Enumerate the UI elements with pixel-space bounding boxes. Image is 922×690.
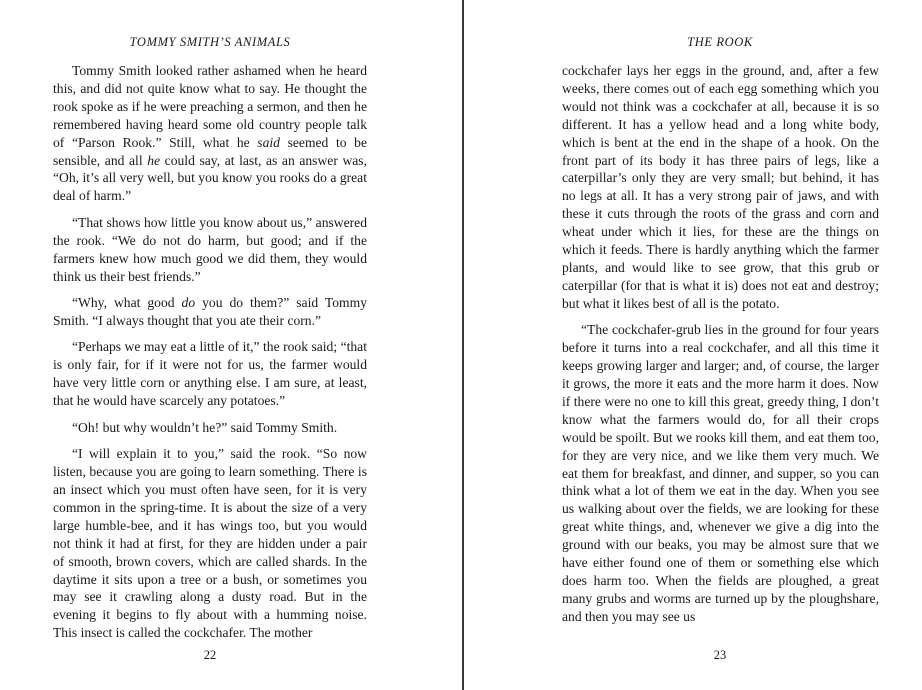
paragraph: “Why, what good do you do them?” said Tommy Smith. “I always thought that you ate their corn.” (53, 295, 367, 328)
paragraph: “I will explain it to you,” said the rook. “So now listen, because you are going to learn something. There is an insect which you must often have seen, for it is very common in the spring-time. It is about the size of a very large humble-bee, and it has wings too, but you would not think it had at first, for they are hidden under a pair of smooth, brown covers, which are called shards. In the daytime it sits upon a tree or a bush, or sometimes you may see it crawling along a dusty road. But in the evening it begins to fly about with a humming noise. This insect is called the cockchafer. The mother (53, 446, 367, 641)
paragraph: “The cockchafer-grub lies in the ground for four years before it turns into a real cockchafer, and all this time it keeps growing larger and larger; and, of course, the larger it grows, the more it eats and the more harm it does. Now if there were no one to kill this great, greedy thing, I don’t know what the farmers would do, for all their crops would be spoilt. But we rooks kill them, and eat them too, for they are very nice, and we like them very much. We eat them for breakfast, and dinner, and supper, so you can think what a lot of them we eat in the day. When you see us walking about over the fields, we are looking for these great white things, and, whenever we give a dig into the ground with our beaks, you may be almost sure that we have either found one of them or something else which does harm too. When the fields are ploughed, a great many grubs and worms are turned up by the ploughshare, and then you may see us (562, 322, 879, 624)
page-number-left: 22 (203, 648, 217, 662)
paragraph: cockchafer lays her eggs in the ground, and, after a few weeks, there comes out of each egg something which you would not think was a cockchafer at all, because it is so different. It has a yellow head and a long white body, which is bent at the end in the shape of a hook. On the front part of its body it has three pairs of legs, like a caterpillar’s only they are very small; but behind, it has no legs at all. It has a very strong pair of jaws, and with these it cuts through the roots of the grass and corn and wheat under which it lies, for these are the things on which it feeds. There is hardly anything which the farmer plants, and would like to see grow, that this grub or caterpillar (for that is what it is) does not eat and destroy; but what it likes best of all is the potato. (562, 63, 879, 311)
right-page-text (562, 62, 879, 634)
paragraph: “Oh! but why wouldn’t he?” said Tommy Smith. (72, 419, 338, 435)
left-page-text (53, 62, 367, 651)
page-number-right: 23 (713, 648, 727, 662)
running-head-left: TOMMY SMITH’S ANIMALS (129, 35, 291, 49)
paragraph: “That shows how little you know about us,” answered the rook. “We do not do harm, but good; and if the farmers knew how much good we did them, they would think us their best friends.” (53, 214, 367, 284)
paragraph: “Perhaps we may eat a little of it,” the rook said; “that is only fair, for if it were not for us, the farmer would have very little corn or anything else. I am sure, at least, that he would have scarcely any potatoes.” (53, 339, 367, 409)
paragraph: Tommy Smith looked rather ashamed when he heard this, and did not quite know what to say. He thought the rook spoke as if he were preaching a sermon, and then he remembered having heard some old country people talk of “Parson Rook.” Still, what he said seemed to be sensible, and all he could say, at last, as an answer was, “Oh, it’s all very well, but you know you rooks do a great deal of harm.” (53, 63, 367, 204)
emphasis-said: said (257, 134, 280, 150)
emphasis-do: do (181, 295, 196, 311)
emphasis-he: he (147, 152, 161, 168)
running-head-right: THE ROOK (687, 35, 753, 49)
right-page (464, 0, 922, 690)
